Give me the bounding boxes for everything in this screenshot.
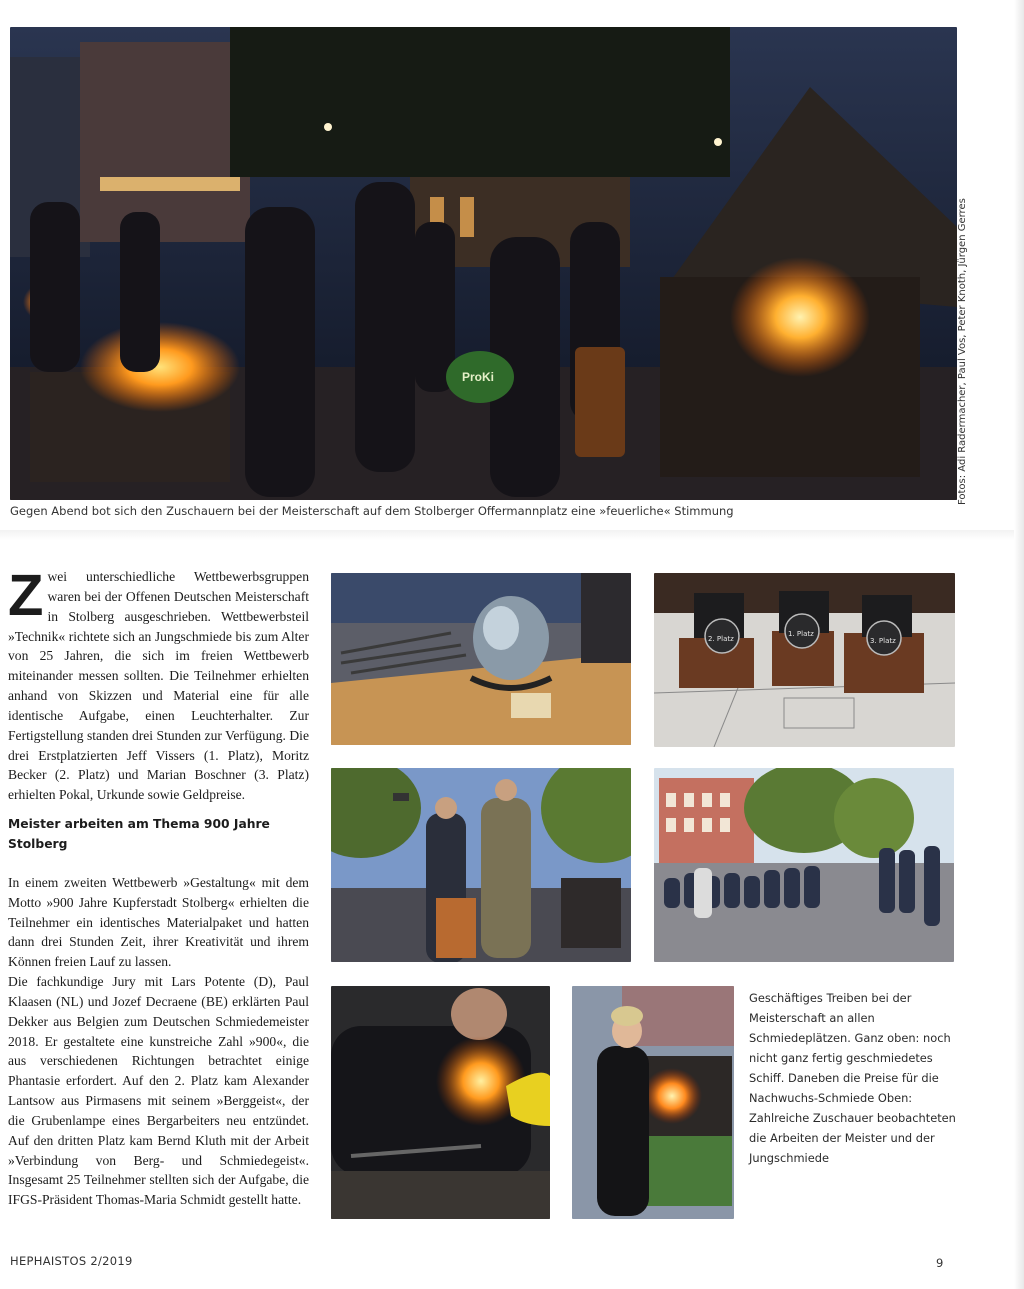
trophy-label-2: 2. Platz [708,635,734,643]
page-divider [0,530,1024,540]
article-subheading: Meister arbeiten am Thema 900 Jahre Stolberg [8,817,270,851]
article-body [8,563,309,1210]
photos-caption: Geschäftiges Treiben bei der Meisterschaft an allen Schmiedeplätzen. Ganz oben: noch nicht ganz fertig geschmiedetes Schiff. Daneben die Preise für die Nachwuchs-Schmiede Oben: Zahlreiche Zuschauer beobachteten die Arbeiten der Meister und der Jungschmiede [749,991,956,1165]
trophy-label-1: 1. Platz [788,630,814,638]
photo-forged-ship [331,573,631,745]
page-number: 9 [936,1256,944,1270]
article-paragraph-3: Die fachkundige Jury mit Lars Potente (D), Paul Klaasen (NL) und Jozef Decraene (BE) erklärten Paul Dekker aus Belgien zum Deutschen Schmiedemeister 2018. Er gestaltete eine kunstreiche Zahl »900«, die aus verschiedenen Richtungen betrachtet einige Phantasie erfordert. Auf den 2. Platz kam Alexander Lantsow aus Pirmasens mit seinem »Berggeist«, der die Grubenlampe eines Bergarbeiters neu entzündet. Auf den dritten Platz kam Bernd Kluth mit der Arbeit »Verbindung von Berg- und Schmiedegeist«. Insgesamt 25 Teilnehmer stellten sich der Aufgabe, die IFGS-Präsident Thomas-Maria Schmidt gestellt hatte. [8,974,309,1208]
article-paragraph-2: In einem zweiten Wettbewerb »Gestaltung« mit dem Motto »900 Jahre Kupferstadt Stolberg« erhielten die Teilnehmer ein identisches Materialpaket und hatten dann drei Stunden Zeit, ihrer Kreativität und ihrem Können freien Lauf zu lassen. [8,874,309,970]
top-photo-caption: Gegen Abend bot sich den Zuschauern bei der Meisterschaft auf dem Stolberger Offermannplatz eine »feuerliche« Stimmung [10,504,734,518]
photo-young-smith [572,986,734,1219]
paragraph-1-text: wei unterschiedliche Wettbewerbsgruppen waren bei der Offenen Deutschen Meisterschaft in Stolberg ausgeschrieben. Wettbewerbsteil »Technik« richtete sich an Jungschmiede bis zum Alter von 25 Jahren, die sich im freien Wettbewerb miteinander messen sollten. Die Teilnehmer erhielten anhand von Skizzen und Material eine für alle identische Aufgabe, einen Leuchterhalter. Zur Fertigstellung standen drei Stunden zur Verfügung. Die drei Erstplatzierten Jeff Vissers (1. Platz), Moritz Becker (2. Platz) und Marian Boschner (3. Platz) erhielten Pokal, Urkunde sowie Geldpreise. [8,569,309,803]
photo-smith-closeup [331,986,550,1219]
photo-credit: Fotos: Adi Radermacher, Paul Vos, Peter Knoth, Jürgen Gerres [957,198,968,505]
photo-audience [654,768,954,962]
photo-smiths-hammering [331,768,631,962]
photo-night-forging [10,27,957,500]
drop-cap: Z [8,563,44,628]
magazine-issue: HEPHAISTOS 2/2019 [10,1254,133,1268]
photo-trophies [654,573,955,747]
trophy-label-3: 3. Platz [870,637,896,645]
proki-sign: ProKi [462,370,495,384]
page-edge-shadow [1014,0,1024,1289]
article-paragraph-1 [8,563,309,805]
